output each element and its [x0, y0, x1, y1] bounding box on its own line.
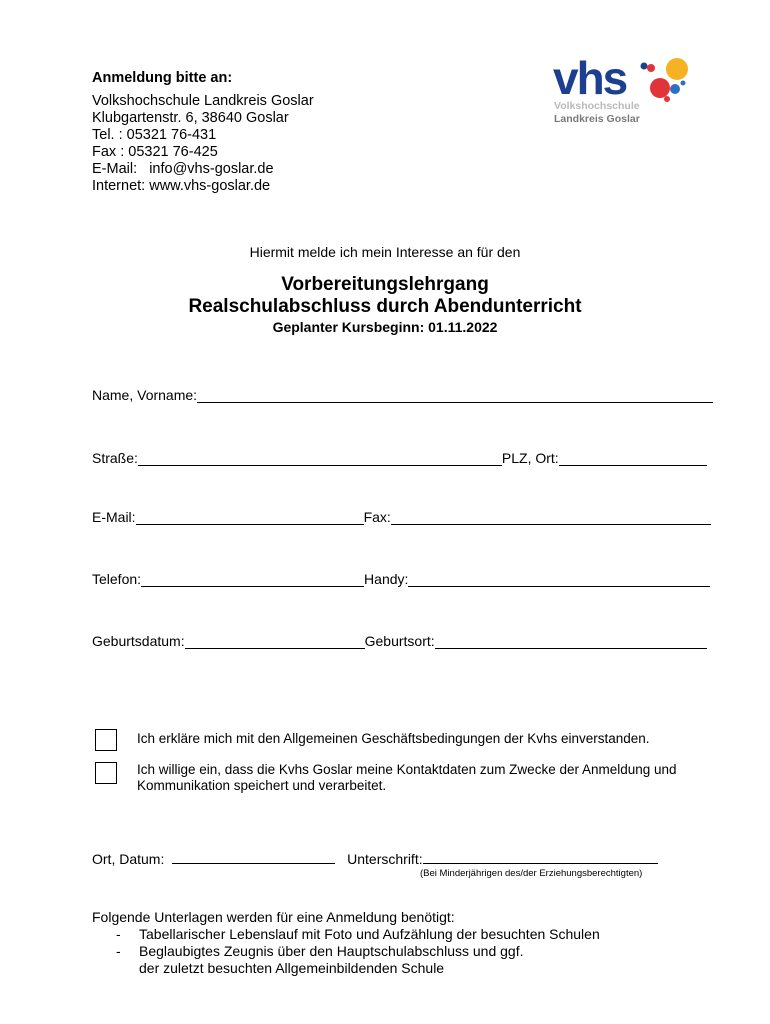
birth-date-field[interactable] [185, 634, 365, 649]
list-item [92, 943, 539, 977]
address-line-internet: Internet: www.vhs-goslar.de [92, 178, 271, 194]
list-bullet: - [116, 943, 121, 959]
street-row [92, 448, 707, 466]
address-block [92, 70, 314, 195]
address-line-fax: Fax : 05321 76-425 [92, 144, 218, 160]
course-start: Geplanter Kursbeginn: 01.11.2022 [272, 319, 498, 335]
list-bullet: - [116, 926, 121, 942]
logo-dot-small-blue [681, 81, 686, 86]
fax-field[interactable] [391, 510, 711, 525]
course-title-line2: Realschulabschluss durch Abendunterricht [188, 296, 582, 317]
list-item [92, 926, 600, 943]
signature-field[interactable] [423, 851, 658, 864]
address-line-street: Klubgartenstr. 6, 38640 Goslar [92, 110, 289, 126]
fax-label: Fax: [363, 509, 391, 525]
email-label: E-Mail: [92, 509, 136, 525]
signature-label: Unterschrift: [347, 851, 423, 867]
terms-consent-text: Ich erkläre mich mit den Allgemeinen Geschäftsbedingungen der Kvhs einverstanden. [137, 731, 650, 746]
logo-dot-navy [641, 63, 648, 70]
birth-place-label: Geburtsort: [364, 633, 435, 649]
logo-caption-line1: Volkshochschule [554, 100, 640, 112]
birth-place-field[interactable] [435, 634, 707, 649]
terms-checkbox[interactable] [95, 729, 117, 751]
intro-text: Hiermit melde ich mein Interesse an für den [249, 244, 521, 260]
signature-row [92, 851, 658, 867]
name-row [92, 385, 713, 403]
email-field[interactable] [136, 510, 364, 525]
mobile-field[interactable] [408, 572, 710, 587]
place-date-field[interactable] [172, 851, 335, 864]
logo-dot-red-small [647, 64, 655, 72]
vhs-wordmark: vhs [553, 52, 627, 104]
document-item-cv: Tabellarischer Lebenslauf mit Foto und Aufzählung der besuchten Schulen [139, 926, 600, 942]
logo-caption-line2: Landkreis Goslar [554, 113, 640, 125]
logo-dot-yellow [666, 58, 688, 80]
phone-row [92, 569, 710, 587]
email-row [92, 507, 711, 525]
address-line-org: Volkshochschule Landkreis Goslar [92, 93, 314, 109]
address-heading: Anmeldung bitte an: [92, 70, 233, 86]
zip-city-field[interactable] [559, 451, 707, 466]
address-line-phone: Tel. : 05321 76-431 [92, 127, 217, 143]
required-documents [92, 909, 600, 977]
phone-field[interactable] [141, 572, 364, 587]
birth-row [92, 631, 707, 649]
document-item-certificate: Beglaubigtes Zeugnis über den Hauptschulabschluss und ggf. der zuletzt besuchten Allgemeinbildenden Schule [139, 943, 524, 976]
documents-heading: Folgende Unterlagen werden für eine Anmeldung benötigt: [92, 909, 455, 925]
place-date-label: Ort, Datum: [92, 851, 165, 867]
logo-dot-pink [664, 96, 670, 102]
birth-date-label: Geburtsdatum: [92, 633, 185, 649]
phone-label: Telefon: [92, 571, 142, 587]
course-title [0, 274, 770, 318]
privacy-consent-text: Ich willige ein, dass die Kvhs Goslar meine Kontaktdaten zum Zwecke der Anmeldung und Kommunikation speichert und verarbeitet. [137, 762, 677, 793]
privacy-checkbox[interactable] [95, 762, 117, 784]
address-line-email: E-Mail: info@vhs-goslar.de [92, 161, 274, 177]
mobile-label: Handy: [364, 571, 409, 587]
course-title-line1: Vorbereitungslehrgang [281, 274, 489, 295]
street-label: Straße: [92, 450, 138, 466]
street-field[interactable] [138, 451, 502, 466]
signature-note: (Bei Minderjährigen des/der Erziehungsberechtigten) [420, 868, 643, 879]
logo-dot-blue [670, 84, 680, 94]
name-field[interactable] [197, 388, 713, 403]
logo-caption [554, 100, 640, 126]
zip-city-label: PLZ, Ort: [501, 450, 559, 466]
logo-dot-red-large [650, 78, 670, 98]
name-label: Name, Vorname: [92, 387, 198, 403]
